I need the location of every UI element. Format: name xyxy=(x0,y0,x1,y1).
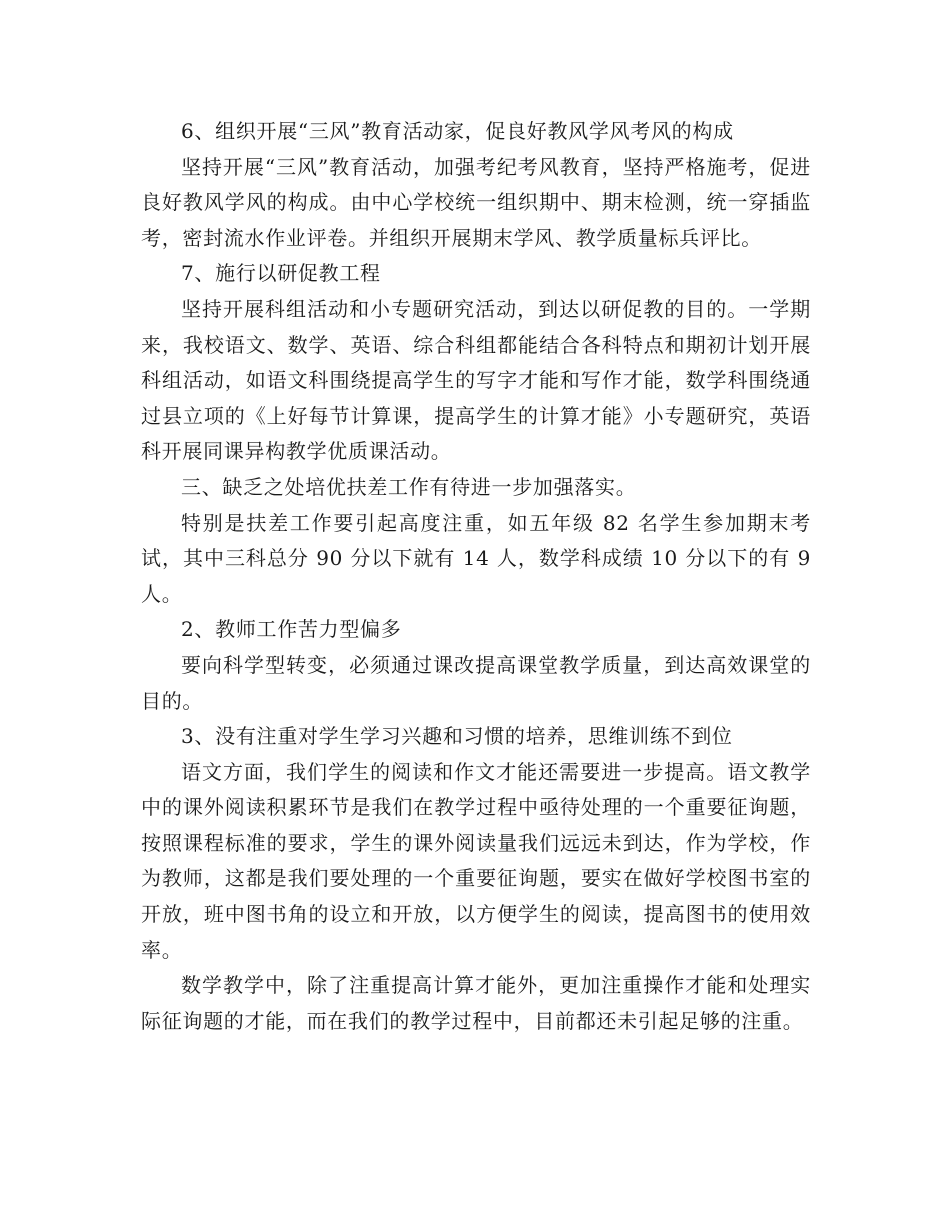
paragraph-math-teaching: 数学教学中，除了注重提高计算才能外，更加注重操作才能和处理实际征询题的才能，而在我们的教学过程中，目前都还未引起足够的注重。 xyxy=(141,973,811,1033)
paragraph-shortcomings: 特别是扶差工作要引起高度注重，如五年级 82 名学生参加期末考试，其中三科总分 90 分以下就有 14 人，数学科成绩 10 分以下的有 9 人。 xyxy=(141,510,811,606)
document-body xyxy=(141,114,811,1039)
paragraph-research: 坚持开展科组活动和小专题研究活动，到达以研促教的目的。一学期来，我校语文、数学、英语、综合科组都能结合各科特点和期初计划开展科组活动，如语文科围绕提高学生的写字才能和写作才能，数学科围绕通过县立项的《上好每节计算课，提高学生的计算才能》小专题研究，英语科开展同课异构教学优质课活动。 xyxy=(141,296,811,464)
heading-seven-research: 7、施行以研促教工程 xyxy=(181,261,381,286)
heading-two-teacher-work: 2、教师工作苦力型偏多 xyxy=(181,617,402,642)
heading-three-interest-habits: 3、没有注重对学生学习兴趣和习惯的培养，思维训练不到位 xyxy=(181,724,733,749)
paragraph-teacher-work: 要向科学型转变，必须通过课改提高课堂教学质量，到达高效课堂的目的。 xyxy=(141,652,811,713)
heading-six-three-styles: 6、组织开展“三风”教育活动家，促良好教风学风考风的构成 xyxy=(181,119,734,143)
paragraph-three-styles: 坚持开展“三风”教育活动，加强考纪考风教育，坚持严格施考，促进良好教风学风的构成。由中心学校统一组织期中、期末检测，统一穿插监考，密封流水作业评卷。并组织开展期末学风、教学质量标兵评比。 xyxy=(141,154,811,250)
heading-three-shortcomings: 三、缺乏之处培优扶差工作有待进一步加强落实。 xyxy=(181,474,637,499)
paragraph-chinese-reading: 语文方面，我们学生的阅读和作文才能还需要进一步提高。语文教学中的课外阅读积累环节是我们在教学过程中亟待处理的一个重要征询题，按照课程标准的要求，学生的课外阅读量我们远远未到达，作为学校，作为教师，这都是我们要处理的一个重要征询题，要实在做好学校图书室的开放，班中图书角的设立和开放，以方便学生的阅读，提高图书的使用效率。 xyxy=(141,759,811,962)
